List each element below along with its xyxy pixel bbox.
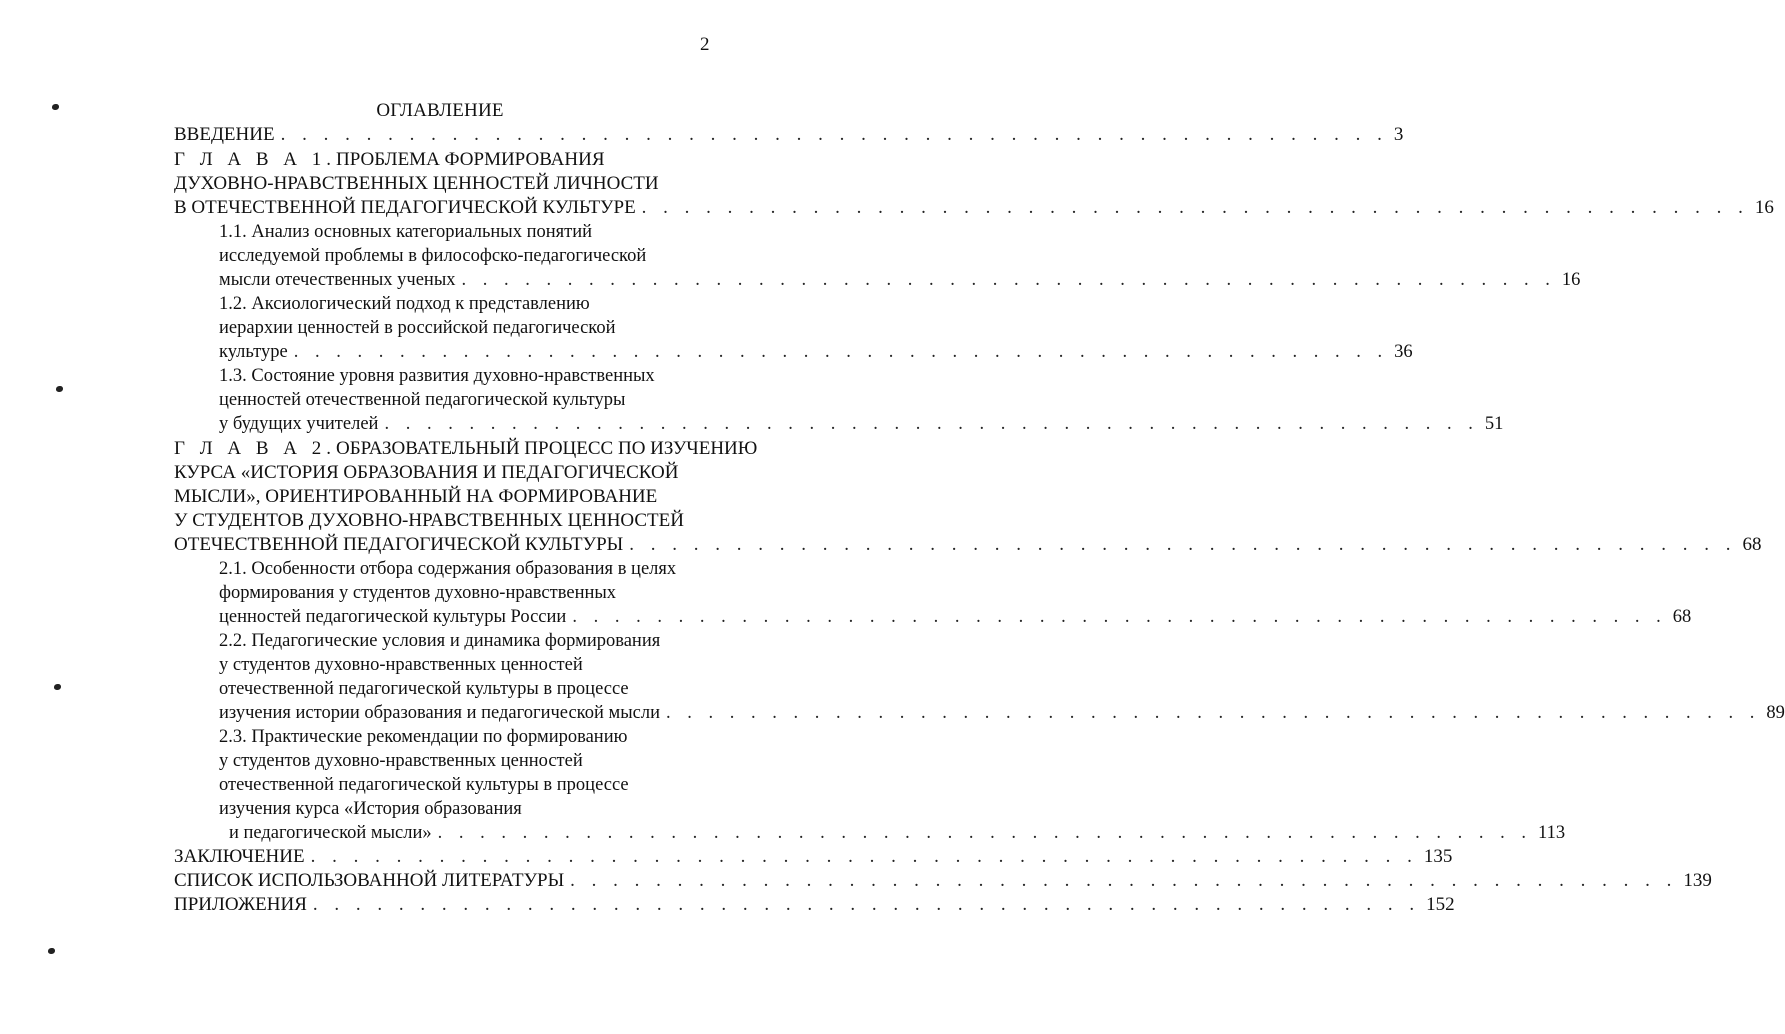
toc-entry-label: В ОТЕЧЕСТВЕННОЙ ПЕДАГОГИЧЕСКОЙ КУЛЬТУРЕ	[174, 197, 636, 218]
toc-entry-label: ценностей отечественной педагогической культуры	[219, 390, 626, 410]
scan-mark	[52, 104, 59, 110]
toc-entry-label: МЫСЛИ», ОРИЕНТИРОВАННЫЙ НА ФОРМИРОВАНИЕ	[174, 486, 658, 507]
toc-section-1-2-line-2	[219, 316, 615, 340]
toc-entry-label: ценностей педагогической культуры России	[219, 607, 567, 627]
toc-chapter-2-line-2	[174, 461, 678, 485]
toc-leader: . . . . . . . . . . . . . . . . . . . . . . . . . . . . . . . . . . . . . . . . . . . . . . . . . . . .	[312, 894, 1421, 915]
toc-chapter-prefix: Г Л А В А 2.	[174, 438, 336, 459]
toc-page-number: 152	[1426, 894, 1455, 915]
toc-entry-label: 2.3. Практические рекомендации по формированию	[219, 727, 628, 747]
toc-chapter-1-line-1[interactable]	[174, 148, 605, 172]
toc-section-1-1-line-2	[219, 244, 646, 268]
scan-mark	[48, 948, 55, 954]
toc-chapter-1-line-2	[174, 172, 659, 196]
toc-section-2-1-line-1[interactable]	[219, 557, 676, 581]
toc-entry-label: отечественной педагогической культуры в процессе	[219, 775, 629, 795]
toc-page-number: 3	[1393, 124, 1404, 145]
toc-chapter-2-line-5	[174, 533, 1762, 557]
toc-leader: . . . . . . . . . . . . . . . . . . . . . . . . . . . . . . . . . . . . . . . . . . . . . . . . . . . .	[570, 870, 1678, 891]
toc-entry-label: и педагогической мысли»	[229, 823, 432, 843]
toc-section-2-3-line-4	[219, 797, 522, 821]
toc-title: ОГЛАВЛЕНИЕ	[376, 100, 504, 121]
toc-page-number: 139	[1683, 870, 1712, 891]
toc-section-2-2-line-3	[219, 677, 629, 701]
toc-entry-label: формирования у студентов духовно-нравственных	[219, 583, 617, 603]
toc-entry-label: СПИСОК ИСПОЛЬЗОВАННОЙ ЛИТЕРАТУРЫ	[174, 870, 565, 891]
toc-section-2-2-line-2	[219, 653, 583, 677]
toc-chapter-2-line-4	[174, 509, 684, 533]
toc-leader: . . . . . . . . . . . . . . . . . . . . . . . . . . . . . . . . . . . . . . . . . . . . . . . . . . . .	[641, 197, 1749, 218]
toc-page-number: 68	[1672, 607, 1692, 627]
toc-chapter-1-line-3	[174, 196, 1774, 220]
toc-entry-label: ПРИЛОЖЕНИЯ	[174, 894, 307, 915]
toc-section-2-2-line-1[interactable]	[219, 629, 660, 653]
toc-section-2-3-line-3	[219, 773, 629, 797]
toc-leader: . . . . . . . . . . . . . . . . . . . . . . . . . . . . . . . . . . . . . . . . . . . . . . . . . . . .	[572, 607, 1667, 627]
toc-entry-label: у будущих учителей	[219, 414, 379, 434]
toc-section-2-1-line-2	[219, 581, 616, 605]
toc-entry-label: ОБРАЗОВАТЕЛЬНЫЙ ПРОЦЕСС ПО ИЗУЧЕНИЮ	[336, 438, 758, 459]
toc-section-1-3-line-3	[219, 412, 1504, 436]
toc-entry-label: КУРСА «ИСТОРИЯ ОБРАЗОВАНИЯ И ПЕДАГОГИЧЕСКОЙ	[174, 462, 679, 483]
toc-entry-label: отечественной педагогической культуры в процессе	[219, 679, 629, 699]
toc-entry-label: изучения истории образования и педагогической мысли	[219, 703, 660, 723]
toc-page-number: 36	[1394, 342, 1413, 362]
toc-entry-label: у студентов духовно-нравственных ценностей	[219, 655, 583, 675]
scan-mark	[54, 684, 61, 690]
toc-entry-conclusion[interactable]	[174, 845, 1453, 869]
toc-section-1-1-line-3	[219, 268, 1581, 292]
toc-entry-label: 1.1. Анализ основных категориальных понятий	[219, 222, 593, 242]
toc-entry-label: исследуемой проблемы в философско-педагогической	[219, 246, 647, 266]
toc-section-1-2-line-1[interactable]	[219, 292, 590, 316]
toc-section-2-1-line-3	[219, 605, 1692, 629]
toc-leader: . . . . . . . . . . . . . . . . . . . . . . . . . . . . . . . . . . . . . . . . . . . . . . . . . . . .	[629, 534, 1737, 555]
toc-entry-label: 1.2. Аксиологический подход к представлению	[219, 294, 590, 314]
toc-page-number: 68	[1742, 534, 1762, 555]
toc-leader: . . . . . . . . . . . . . . . . . . . . . . . . . . . . . . . . . . . . . . . . . . . . . . . . . . . .	[665, 703, 1761, 723]
toc-entry-label: у студентов духовно-нравственных ценностей	[219, 751, 583, 771]
toc-entry-label: ДУХОВНО-НРАВСТВЕННЫХ ЦЕННОСТЕЙ ЛИЧНОСТИ	[174, 173, 659, 194]
toc-leader: . . . . . . . . . . . . . . . . . . . . . . . . . . . . . . . . . . . . . . . . . . . . . . . . . . . .	[437, 823, 1532, 843]
toc-page-number: 89	[1766, 703, 1785, 723]
toc-leader: . . . . . . . . . . . . . . . . . . . . . . . . . . . . . . . . . . . . . . . . . . . . . . . . . . . .	[384, 414, 1479, 434]
toc-entry-label: иерархии ценностей в российской педагогической	[219, 318, 616, 338]
toc-chapter-2-line-1[interactable]	[174, 437, 757, 461]
toc-section-2-3-line-1[interactable]	[219, 725, 627, 749]
toc-page-number: 16	[1754, 197, 1774, 218]
toc-entry-label: 1.3. Состояние уровня развития духовно-нравственных	[219, 366, 655, 386]
toc-entry-label: мысли отечественных ученых	[219, 270, 456, 290]
toc-leader: . . . . . . . . . . . . . . . . . . . . . . . . . . . . . . . . . . . . . . . . . . . . . . . . . . . .	[280, 124, 1388, 145]
toc-section-1-1-line-1[interactable]	[219, 220, 592, 244]
toc-section-1-2-line-3	[219, 340, 1413, 364]
toc-entry-label: ЗАКЛЮЧЕНИЕ	[174, 846, 305, 867]
toc-section-2-3-line-5	[229, 821, 1566, 845]
toc-page-number: 16	[1561, 270, 1581, 290]
toc-entry-label: 2.2. Педагогические условия и динамика формирования	[219, 631, 661, 651]
toc-entry-label: 2.1. Особенности отбора содержания образования в целях	[219, 559, 677, 579]
toc-page-number: 51	[1484, 414, 1504, 434]
page-number: 2	[700, 34, 710, 55]
toc-page-number: 135	[1423, 846, 1453, 867]
toc-entry-introduction[interactable]	[174, 123, 1404, 147]
toc-chapter-prefix: Г Л А В А 1.	[174, 149, 336, 170]
toc-chapter-2-line-3	[174, 485, 657, 509]
toc-leader: . . . . . . . . . . . . . . . . . . . . . . . . . . . . . . . . . . . . . . . . . . . . . . . . . . . .	[310, 846, 1418, 867]
toc-entry-label: ПРОБЛЕМА ФОРМИРОВАНИЯ	[336, 149, 605, 170]
toc-section-1-3-line-2	[219, 388, 625, 412]
scan-mark	[56, 386, 63, 392]
toc-entry-label: ОТЕЧЕСТВЕННОЙ ПЕДАГОГИЧЕСКОЙ КУЛЬТУРЫ	[174, 534, 624, 555]
toc-leader: . . . . . . . . . . . . . . . . . . . . . . . . . . . . . . . . . . . . . . . . . . . . . . . . . . . .	[461, 270, 1556, 290]
toc-section-2-2-line-4	[219, 701, 1785, 725]
toc-entry-appendices[interactable]	[174, 893, 1455, 917]
toc-entry-bibliography[interactable]	[174, 869, 1712, 893]
toc-section-2-3-line-2	[219, 749, 583, 773]
toc-leader: . . . . . . . . . . . . . . . . . . . . . . . . . . . . . . . . . . . . . . . . . . . . . . . . . . . .	[293, 342, 1389, 362]
toc-entry-label: ВВЕДЕНИЕ	[174, 124, 275, 145]
toc-page-number: 113	[1538, 823, 1566, 843]
toc-entry-label: У СТУДЕНТОВ ДУХОВНО-НРАВСТВЕННЫХ ЦЕННОСТЕЙ	[174, 510, 684, 531]
toc-section-1-3-line-1[interactable]	[219, 364, 655, 388]
toc-entry-label: изучения курса «История образования	[219, 799, 522, 819]
toc-entry-label: культуре	[219, 342, 288, 362]
